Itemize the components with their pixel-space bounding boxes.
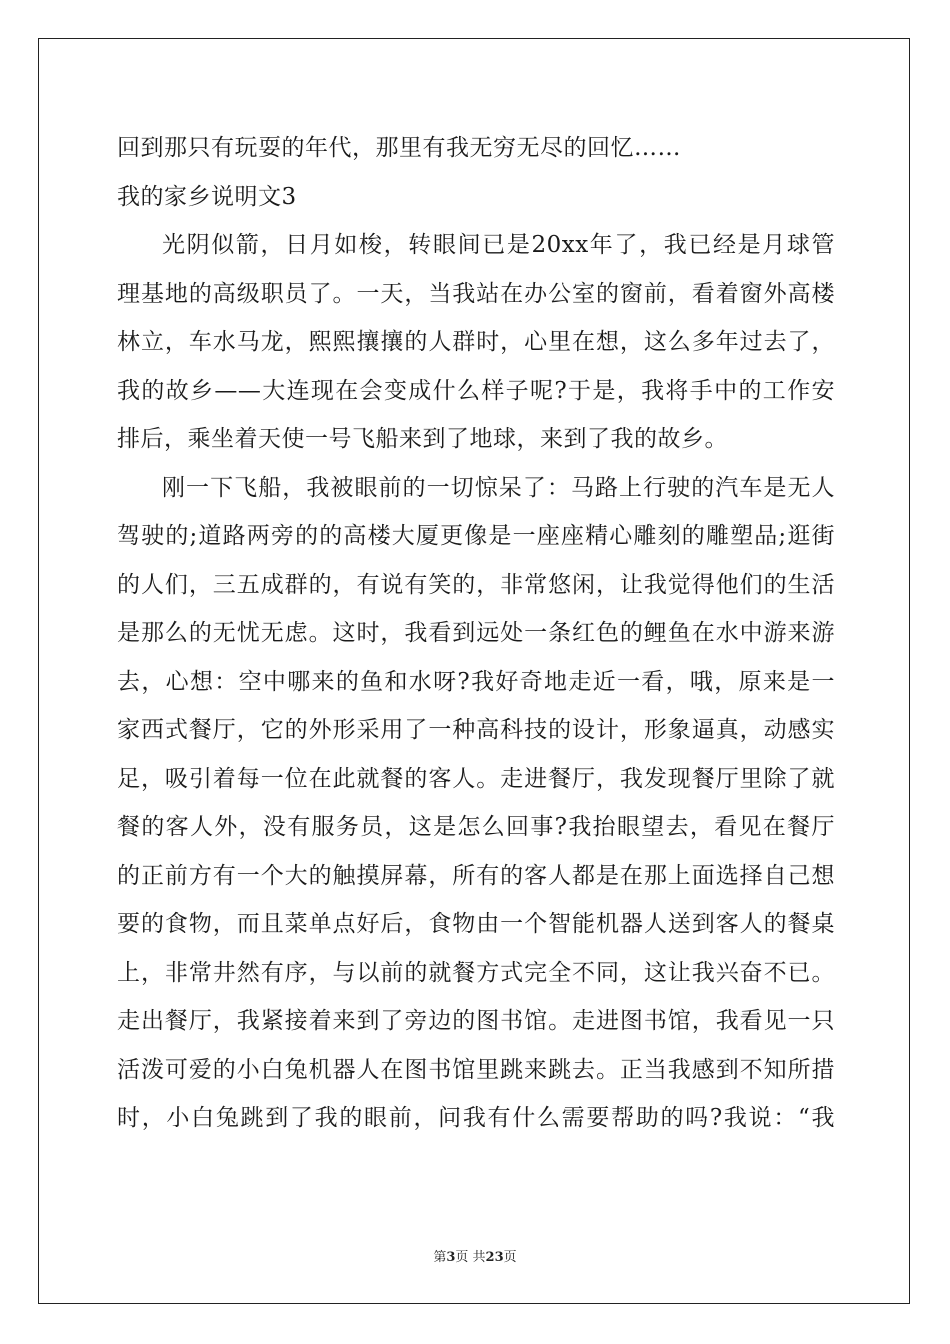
paragraph-line: 餐的客人外，没有服务员，这是怎么回事?我抬眼望去，看见在餐厅: [117, 814, 835, 840]
intro-line: 回到那只有玩耍的年代，那里有我无穷无尽的回忆……: [117, 135, 681, 161]
paragraph-line: 去，心想：空中哪来的鱼和水呀?我好奇地走近一看，哦，原来是一: [117, 668, 835, 695]
page-current: 3: [446, 1250, 456, 1265]
paragraph-line: 要的食物，而且菜单点好后，食物由一个智能机器人送到客人的餐桌: [117, 911, 835, 937]
paragraph-line: 排后，乘坐着天使一号飞船来到了地球，来到了我的故乡。: [117, 426, 728, 452]
paragraph-line: 我的故乡——大连现在会变成什么样子呢?于是，我将手中的工作安: [117, 377, 835, 404]
section-title: 我的家乡说明文3: [117, 183, 297, 210]
paragraph-line: 活泼可爱的小白兔机器人在图书馆里跳来跳去。正当我感到不知所措: [117, 1056, 835, 1083]
paragraph-line: 的人们，三五成群的，有说有笑的，非常悠闲，让我觉得他们的生活: [117, 571, 835, 598]
paragraph-line: 林立，车水马龙，熙熙攘攘的人群时，心里在想，这么多年过去了，: [117, 329, 835, 355]
paragraph-1: [117, 221, 835, 464]
page-mid: 页 共: [455, 1250, 486, 1265]
page-prefix: 第: [433, 1250, 447, 1265]
page-total: 23: [485, 1250, 504, 1265]
paragraph-line: 驾驶的;道路两旁的的高楼大厦更像是一座座精心雕刻的雕塑品;逛街: [117, 523, 835, 549]
page-footer: [0, 1246, 950, 1265]
paragraph-line: 上，非常井然有序，与以前的就餐方式完全不同，这让我兴奋不已。: [117, 959, 835, 986]
document-body: [117, 124, 835, 1143]
paragraph-line: 走出餐厅，我紧接着来到了旁边的图书馆。走进图书馆，我看见一只: [117, 1008, 835, 1034]
paragraph-line: 时，小白兔跳到了我的眼前，问我有什么需要帮助的吗?我说：“我: [117, 1105, 835, 1131]
paragraph-line: 家西式餐厅，它的外形采用了一种高科技的设计，形象逼真，动感实: [117, 717, 835, 743]
paragraph-line: 理基地的高级职员了。一天，当我站在办公室的窗前，看着窗外高楼: [117, 280, 835, 307]
paragraph-line: 足，吸引着每一位在此就餐的客人。走进餐厅，我发现餐厅里除了就: [117, 765, 835, 792]
paragraph-line: 刚一下飞船，我被眼前的一切惊呆了：马路上行驶的汽车是无人: [162, 474, 835, 501]
paragraph-line: 的正前方有一个大的触摸屏幕，所有的客人都是在那上面选择自己想: [117, 862, 835, 889]
paragraph-line: 光阴似箭，日月如梭，转眼间已是20xx年了，我已经是月球管: [162, 232, 835, 258]
paragraph-2: [117, 464, 835, 1143]
page-suffix: 页: [503, 1250, 517, 1265]
paragraph-line: 是那么的无忧无虑。这时，我看到远处一条红色的鲤鱼在水中游来游: [117, 620, 835, 646]
